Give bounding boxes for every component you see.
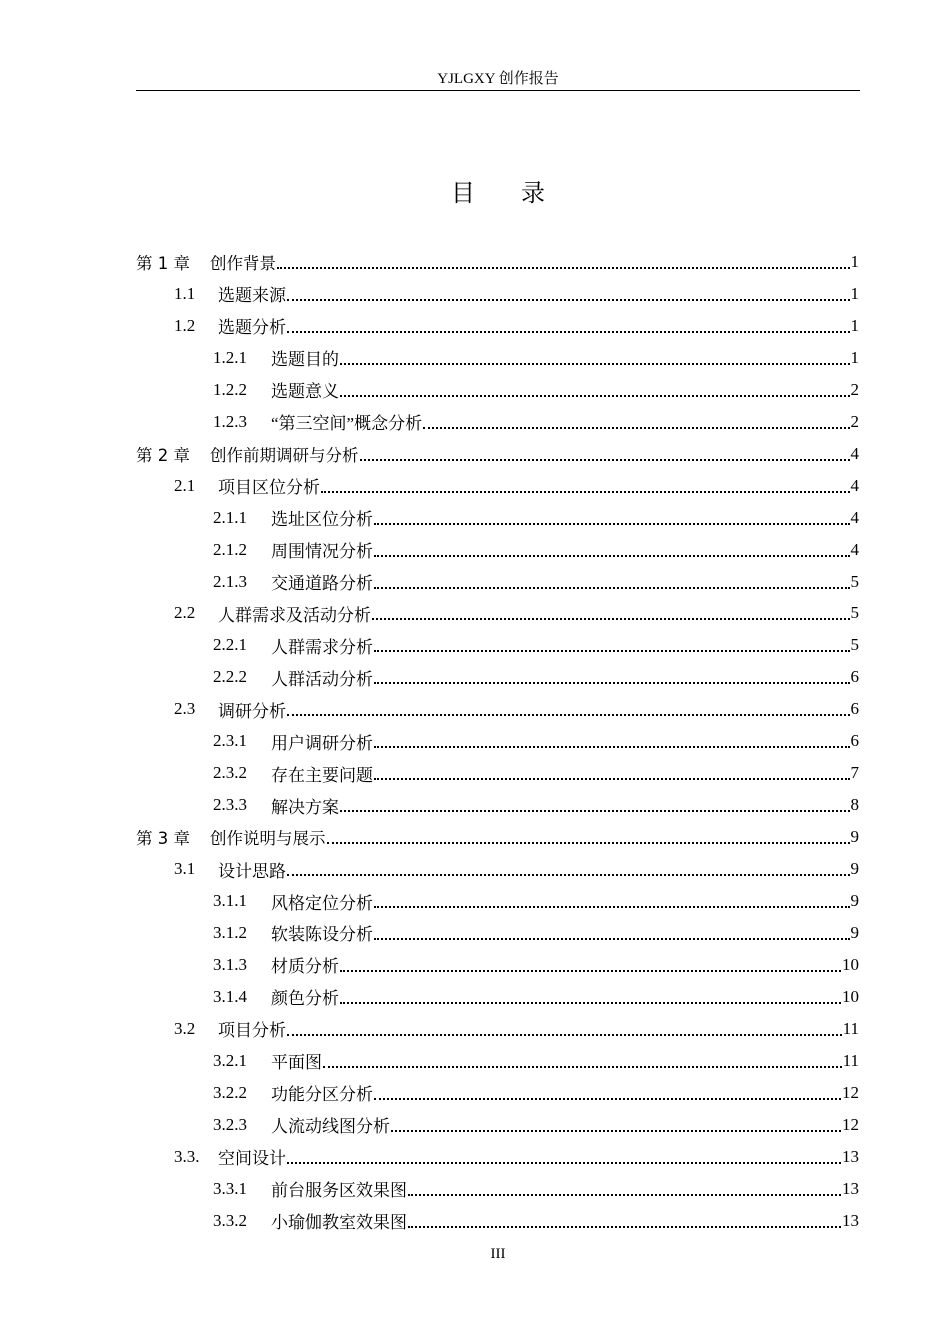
toc-entry-number: 第 3 章: [136, 829, 190, 849]
toc-entry[interactable]: [136, 821, 859, 853]
toc-entry-label: 设计思路: [218, 861, 286, 881]
toc-entry-label: 选题分析: [218, 318, 286, 338]
toc-entry-number: 1.1: [174, 283, 196, 303]
toc-entry-number: 3.2.2: [213, 1082, 247, 1102]
toc-entry-number: 3.3.1: [213, 1178, 247, 1198]
toc-dot-leader: [391, 1129, 841, 1132]
toc-entry-label: “第三空间”概念分析: [271, 414, 423, 434]
toc-dot-leader: [360, 458, 850, 461]
toc-entry-number: 2.1.1: [213, 507, 247, 527]
toc-entry-number: 3.1.3: [213, 954, 247, 974]
toc-entry-number: 3.1: [174, 859, 196, 879]
toc-dot-leader: [340, 362, 850, 365]
toc-entry-page: 9: [850, 922, 859, 942]
toc-entry[interactable]: [213, 342, 859, 374]
toc-title: [136, 178, 860, 210]
toc-entry-page: 1: [850, 347, 859, 367]
toc-entry-page: 11: [842, 1018, 859, 1038]
toc-entry-page: 6: [850, 699, 859, 719]
toc-entry[interactable]: [174, 597, 859, 629]
toc-entry-number: 2.1.2: [213, 539, 247, 559]
toc-entry-number: 3.3.2: [213, 1210, 247, 1230]
toc-dot-leader: [327, 841, 850, 844]
toc-entry-label: 周围情况分析: [271, 542, 373, 562]
toc-entry[interactable]: [174, 310, 859, 342]
toc-entry-label: 创作背景: [210, 254, 276, 273]
toc-entry[interactable]: [136, 438, 859, 470]
toc-entry-number: 3.2.3: [213, 1114, 247, 1134]
toc-entry-page: 12: [842, 1082, 859, 1102]
toc-entry-page: 4: [850, 507, 859, 527]
toc-entry[interactable]: [213, 1173, 859, 1205]
toc-entry[interactable]: [213, 1109, 859, 1141]
toc-entry-page: 4: [850, 475, 859, 495]
toc-dot-leader: [374, 1097, 841, 1100]
header-rule: [136, 90, 860, 91]
toc-entry[interactable]: [213, 1205, 859, 1237]
toc-dot-leader: [372, 617, 850, 620]
toc-entry-label: 选题来源: [218, 286, 286, 306]
toc-entry-number: 第 1 章: [136, 254, 190, 273]
toc-dot-leader: [287, 298, 850, 301]
toc-entry[interactable]: [213, 661, 859, 693]
toc-entry[interactable]: [174, 470, 859, 502]
toc-dot-leader: [277, 266, 850, 269]
toc-dot-leader: [374, 745, 850, 748]
toc-entry-page: 6: [850, 667, 859, 687]
toc-dot-leader: [321, 490, 850, 493]
toc-entry-page: 6: [850, 731, 859, 751]
toc-entry-label: 软装陈设分析: [271, 925, 373, 945]
toc-entry-label: 用户调研分析: [271, 733, 373, 753]
toc-entry[interactable]: [213, 725, 859, 757]
toc-entry[interactable]: [213, 757, 859, 789]
toc-entry-number: 1.2.3: [213, 411, 247, 431]
toc-dot-leader: [340, 809, 850, 812]
toc-entry[interactable]: [136, 246, 859, 278]
toc-entry-label: 选址区位分析: [271, 510, 373, 530]
toc-entry[interactable]: [213, 1045, 859, 1077]
toc-entry-page: 4: [850, 539, 859, 559]
toc-entry-label: 材质分析: [271, 957, 339, 977]
toc-entry-label: 风格定位分析: [271, 893, 373, 913]
toc-entry-number: 3.1.1: [213, 891, 247, 910]
toc-entry-number: 2.3.2: [213, 763, 247, 783]
toc-entry-page: 9: [850, 827, 859, 847]
toc-dot-leader: [374, 681, 850, 684]
toc-entry[interactable]: [213, 406, 859, 438]
toc-entry[interactable]: [213, 534, 859, 566]
toc-entry-page: 4: [850, 443, 859, 463]
toc-dot-leader: [340, 1001, 841, 1004]
toc-entry-page: 13: [842, 1210, 859, 1230]
toc-entry-page: 5: [850, 571, 859, 591]
toc-entry-number: 2.3: [174, 699, 196, 719]
toc-entry-page: 11: [842, 1050, 859, 1070]
toc-entry-label: 人流动线图分析: [271, 1117, 390, 1137]
toc-entry-label: 交通道路分析: [271, 574, 373, 593]
toc-entry-label: 人群需求分析: [271, 637, 373, 657]
toc-entry-label: 项目分析: [218, 1021, 286, 1041]
toc-entry-label: 创作说明与展示: [210, 829, 326, 849]
toc-entry-label: 项目区位分析: [218, 478, 320, 498]
toc-entry[interactable]: [213, 629, 859, 661]
toc-entry-number: 1.2.1: [213, 347, 247, 367]
page-number: III: [490, 1246, 506, 1262]
toc-entry-label: 调研分析: [218, 701, 286, 721]
toc-entry-number: 2.2.1: [213, 635, 247, 655]
toc-dot-leader: [287, 873, 850, 876]
toc-entry-page: 1: [850, 315, 859, 335]
toc-entry-label: 空间设计: [218, 1149, 286, 1169]
toc-entry-number: 2.1.3: [213, 571, 247, 591]
toc-entry[interactable]: [174, 1141, 859, 1173]
toc-entry-label: 存在主要问题: [271, 765, 373, 785]
toc-entry-label: 创作前期调研与分析: [210, 445, 359, 465]
toc-entry-page: 1: [850, 283, 859, 303]
toc-dot-leader: [340, 969, 841, 972]
toc-entry[interactable]: [213, 917, 859, 949]
toc-dot-leader: [374, 937, 850, 940]
toc-entry[interactable]: [213, 374, 859, 406]
toc-entry-label: 功能分区分析: [271, 1085, 373, 1105]
toc-entry[interactable]: [174, 853, 859, 885]
toc-entry-number: 1.2.2: [213, 379, 247, 399]
toc-entry-label: 选题意义: [271, 382, 339, 402]
toc-entry-page: 8: [850, 795, 859, 815]
toc-entry-page: 2: [850, 379, 859, 399]
toc-title-char-1: 目: [451, 181, 475, 207]
running-header: YJLGXY 创作报告: [437, 71, 559, 87]
toc-entry-number: 1.2: [174, 315, 196, 335]
toc-dot-leader: [340, 394, 850, 397]
toc-dot-leader: [287, 330, 850, 333]
toc-entry-number: 2.2: [174, 603, 196, 623]
toc-entry-number: 3.1.4: [213, 986, 247, 1006]
toc-entry-number: 2.3.1: [213, 731, 247, 751]
toc-dot-leader: [374, 554, 850, 557]
toc-entry-label: 前台服务区效果图: [271, 1181, 407, 1201]
toc-entry-number: 2.3.3: [213, 795, 247, 815]
toc-entry-label: 小瑜伽教室效果图: [271, 1213, 407, 1232]
toc-entry[interactable]: [213, 949, 859, 981]
toc-entry-label: 颜色分析: [271, 989, 339, 1009]
toc-dot-leader: [423, 426, 849, 429]
toc-entry[interactable]: [213, 502, 859, 534]
toc-dot-leader: [408, 1225, 841, 1228]
toc-entry-page: 9: [850, 859, 859, 879]
toc-entry[interactable]: [213, 789, 859, 821]
toc-title-char-2: 录: [521, 181, 545, 207]
toc-entry-page: 5: [850, 635, 859, 655]
toc-entry[interactable]: [174, 1013, 859, 1045]
toc-entry-number: 3.2: [174, 1018, 196, 1038]
toc-entry-number: 3.2.1: [213, 1050, 247, 1070]
toc-dot-leader: [287, 1033, 842, 1036]
toc-entry-label: 选题目的: [271, 350, 339, 370]
toc-entry-label: 人群需求及活动分析: [218, 605, 371, 625]
toc-entry-label: 人群活动分析: [271, 669, 373, 689]
toc-entry[interactable]: [213, 1077, 859, 1109]
toc-entry-page: 1: [850, 252, 859, 271]
toc-entry[interactable]: [213, 981, 859, 1013]
toc-entry-number: 2.2.2: [213, 667, 247, 687]
toc-entry-page: 12: [842, 1114, 859, 1134]
toc-entry-number: 3.1.2: [213, 922, 247, 942]
toc-dot-leader: [287, 713, 850, 716]
toc-entry-page: 5: [850, 603, 859, 623]
toc-entry-number: 3.3.: [174, 1146, 200, 1166]
toc-dot-leader: [374, 522, 850, 525]
toc-entry-label: 解决方案: [271, 797, 339, 817]
toc-dot-leader: [323, 1065, 842, 1068]
toc-entry[interactable]: [213, 566, 859, 598]
toc-dot-leader: [287, 1161, 841, 1164]
toc-entry-number: 2.1: [174, 475, 196, 495]
toc-entry[interactable]: [174, 278, 859, 310]
toc-dot-leader: [374, 777, 850, 780]
toc-entry-number: 第 2 章: [136, 445, 190, 465]
toc-entry-page: 2: [850, 411, 859, 431]
toc-entry-page: 13: [842, 1178, 859, 1198]
toc-entry-page: 10: [842, 954, 859, 974]
toc-entry-page: 9: [850, 891, 859, 910]
toc-dot-leader: [374, 649, 850, 652]
toc-entry[interactable]: [174, 693, 859, 725]
toc-entry-page: 13: [842, 1146, 859, 1166]
toc-entry-page: 7: [850, 763, 859, 783]
toc-entry[interactable]: [213, 885, 859, 917]
toc-dot-leader: [374, 586, 850, 589]
toc-entry-page: 10: [842, 986, 859, 1006]
toc-entry-label: 平面图: [271, 1053, 322, 1073]
toc-dot-leader: [408, 1193, 841, 1196]
toc-dot-leader: [374, 905, 850, 908]
